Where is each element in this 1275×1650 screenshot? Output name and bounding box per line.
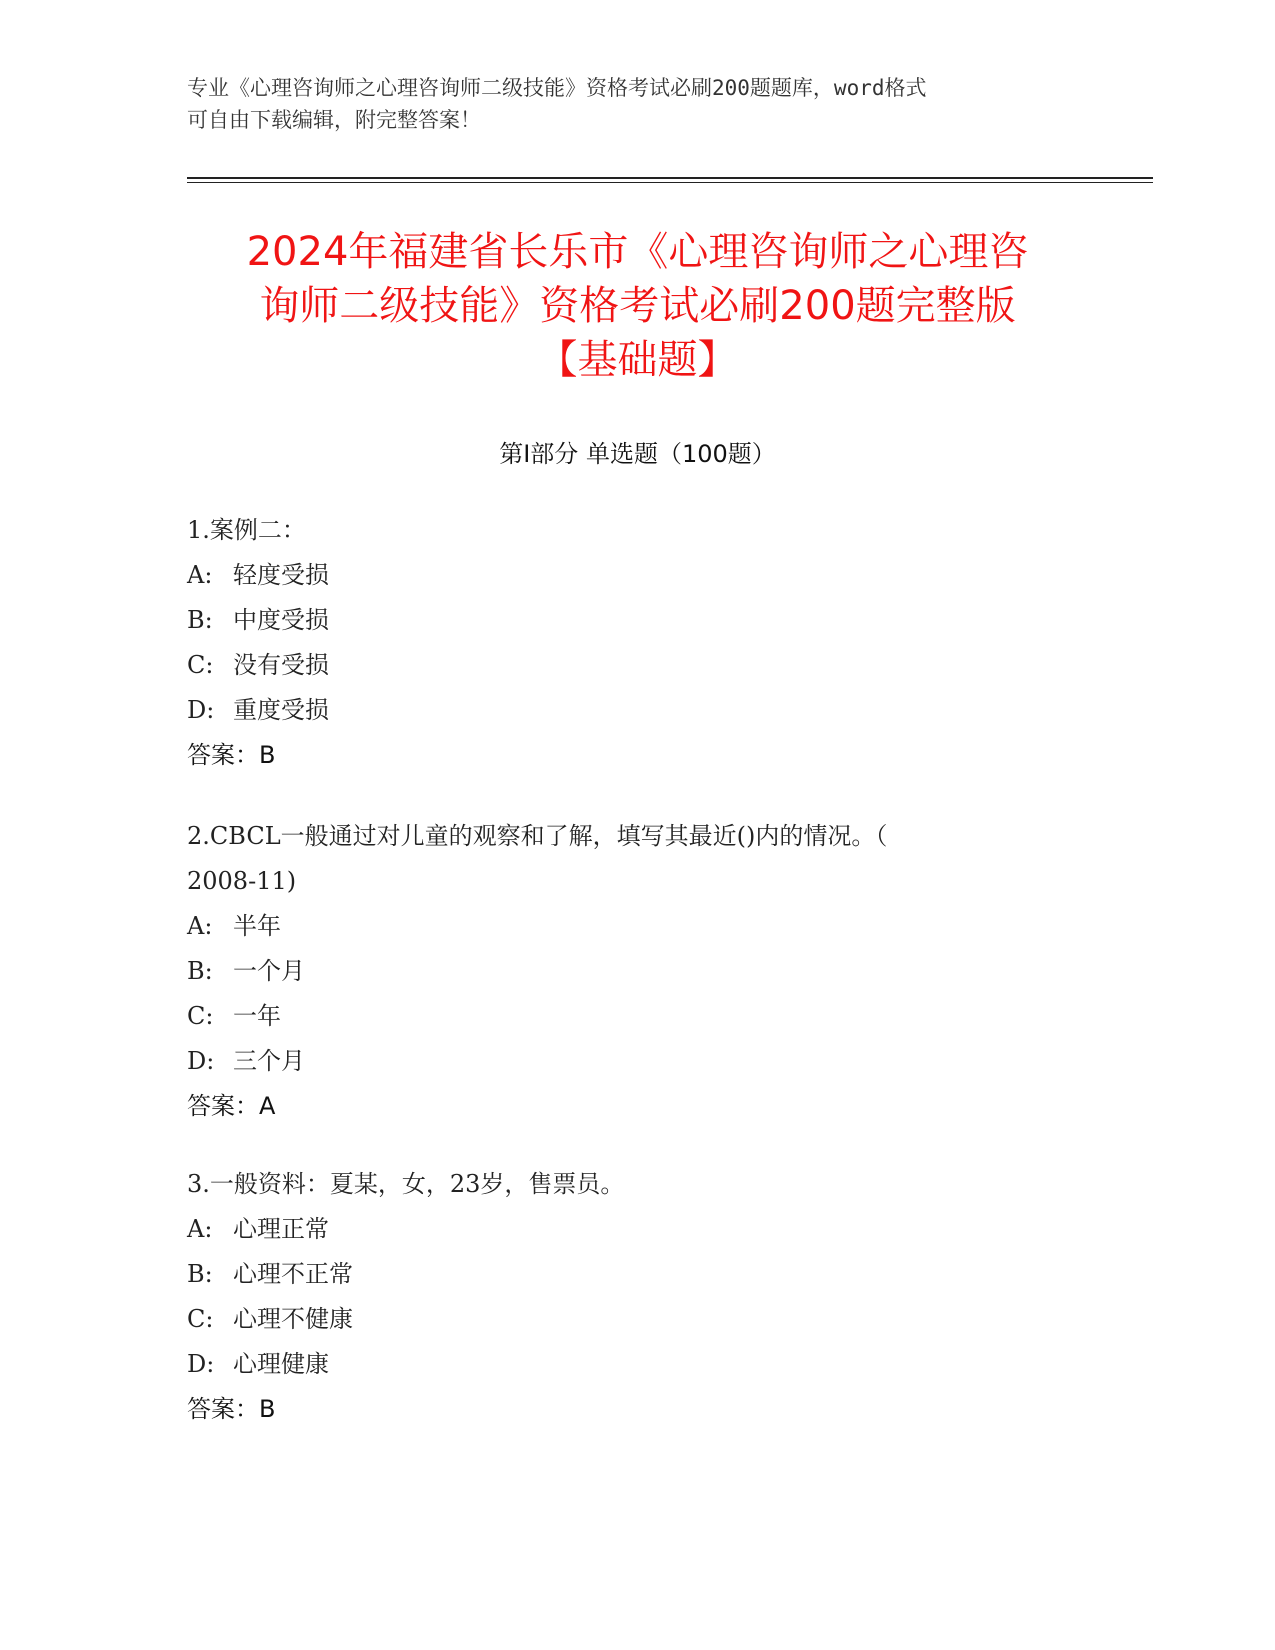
- section-heading: 第Ⅰ部分 单选题（100题）: [499, 440, 776, 468]
- option-text: 心理正常: [233, 1215, 329, 1243]
- option-a: [187, 1207, 1067, 1252]
- question-stem: 2.CBCL一般通过对儿童的观察和了解，填写其最近()内的情况。（: [187, 822, 888, 850]
- option-b: [187, 598, 1067, 643]
- option-c: [187, 643, 1067, 688]
- option-text: 心理健康: [233, 1350, 329, 1378]
- option-text: 一年: [233, 1002, 281, 1030]
- option-key: B:: [187, 957, 213, 985]
- option-text: 中度受损: [233, 606, 329, 634]
- answer-line: 答案：A: [187, 1092, 276, 1120]
- option-text: 没有受损: [233, 651, 329, 679]
- option-c: [187, 994, 1067, 1039]
- document-title: [150, 225, 1125, 387]
- title-line: 【基础题】: [537, 337, 738, 383]
- header-note-line: 专业《心理咨询师之心理咨询师二级技能》资格考试必刷200题题库，word格式: [187, 76, 927, 100]
- option-text: 心理不正常: [233, 1260, 353, 1288]
- option-a: [187, 553, 1067, 598]
- question-item: [187, 1162, 1067, 1432]
- header-divider: [187, 177, 1153, 179]
- question-item: [187, 814, 1067, 1129]
- option-key: D:: [187, 1047, 215, 1075]
- option-text: 半年: [233, 912, 281, 940]
- question-stem: 3.一般资料：夏某，女，23岁，售票员。: [187, 1170, 625, 1198]
- header-divider-thin: [187, 182, 1153, 183]
- option-key: C:: [187, 1002, 214, 1030]
- question-item: [187, 508, 1067, 778]
- option-d: [187, 1039, 1067, 1084]
- option-b: [187, 949, 1067, 994]
- option-key: D:: [187, 1350, 215, 1378]
- option-d: [187, 1342, 1067, 1387]
- title-line: 2024年福建省长乐市《心理咨询师之心理咨: [246, 229, 1029, 275]
- question-stem: 1.案例二：: [187, 516, 306, 544]
- option-text: 一个月: [233, 957, 305, 985]
- option-key: A:: [187, 1215, 213, 1243]
- header-note: [187, 72, 1067, 136]
- option-key: D:: [187, 696, 215, 724]
- option-d: [187, 688, 1067, 733]
- option-text: 三个月: [233, 1047, 305, 1075]
- option-b: [187, 1252, 1067, 1297]
- title-line: 询师二级技能》资格考试必刷200题完整版: [259, 283, 1016, 329]
- option-a: [187, 904, 1067, 949]
- option-key: B:: [187, 606, 213, 634]
- option-key: A:: [187, 912, 213, 940]
- option-text: 重度受损: [233, 696, 329, 724]
- option-key: C:: [187, 1305, 214, 1333]
- question-stem-continued: 2008-11): [187, 867, 297, 895]
- option-key: A:: [187, 561, 213, 589]
- answer-line: 答案：B: [187, 1395, 276, 1423]
- option-key: C:: [187, 651, 214, 679]
- option-key: B:: [187, 1260, 213, 1288]
- answer-line: 答案：B: [187, 741, 276, 769]
- header-note-line: 可自由下载编辑，附完整答案！: [187, 108, 481, 132]
- option-text: 轻度受损: [233, 561, 329, 589]
- option-text: 心理不健康: [233, 1305, 353, 1333]
- option-c: [187, 1297, 1067, 1342]
